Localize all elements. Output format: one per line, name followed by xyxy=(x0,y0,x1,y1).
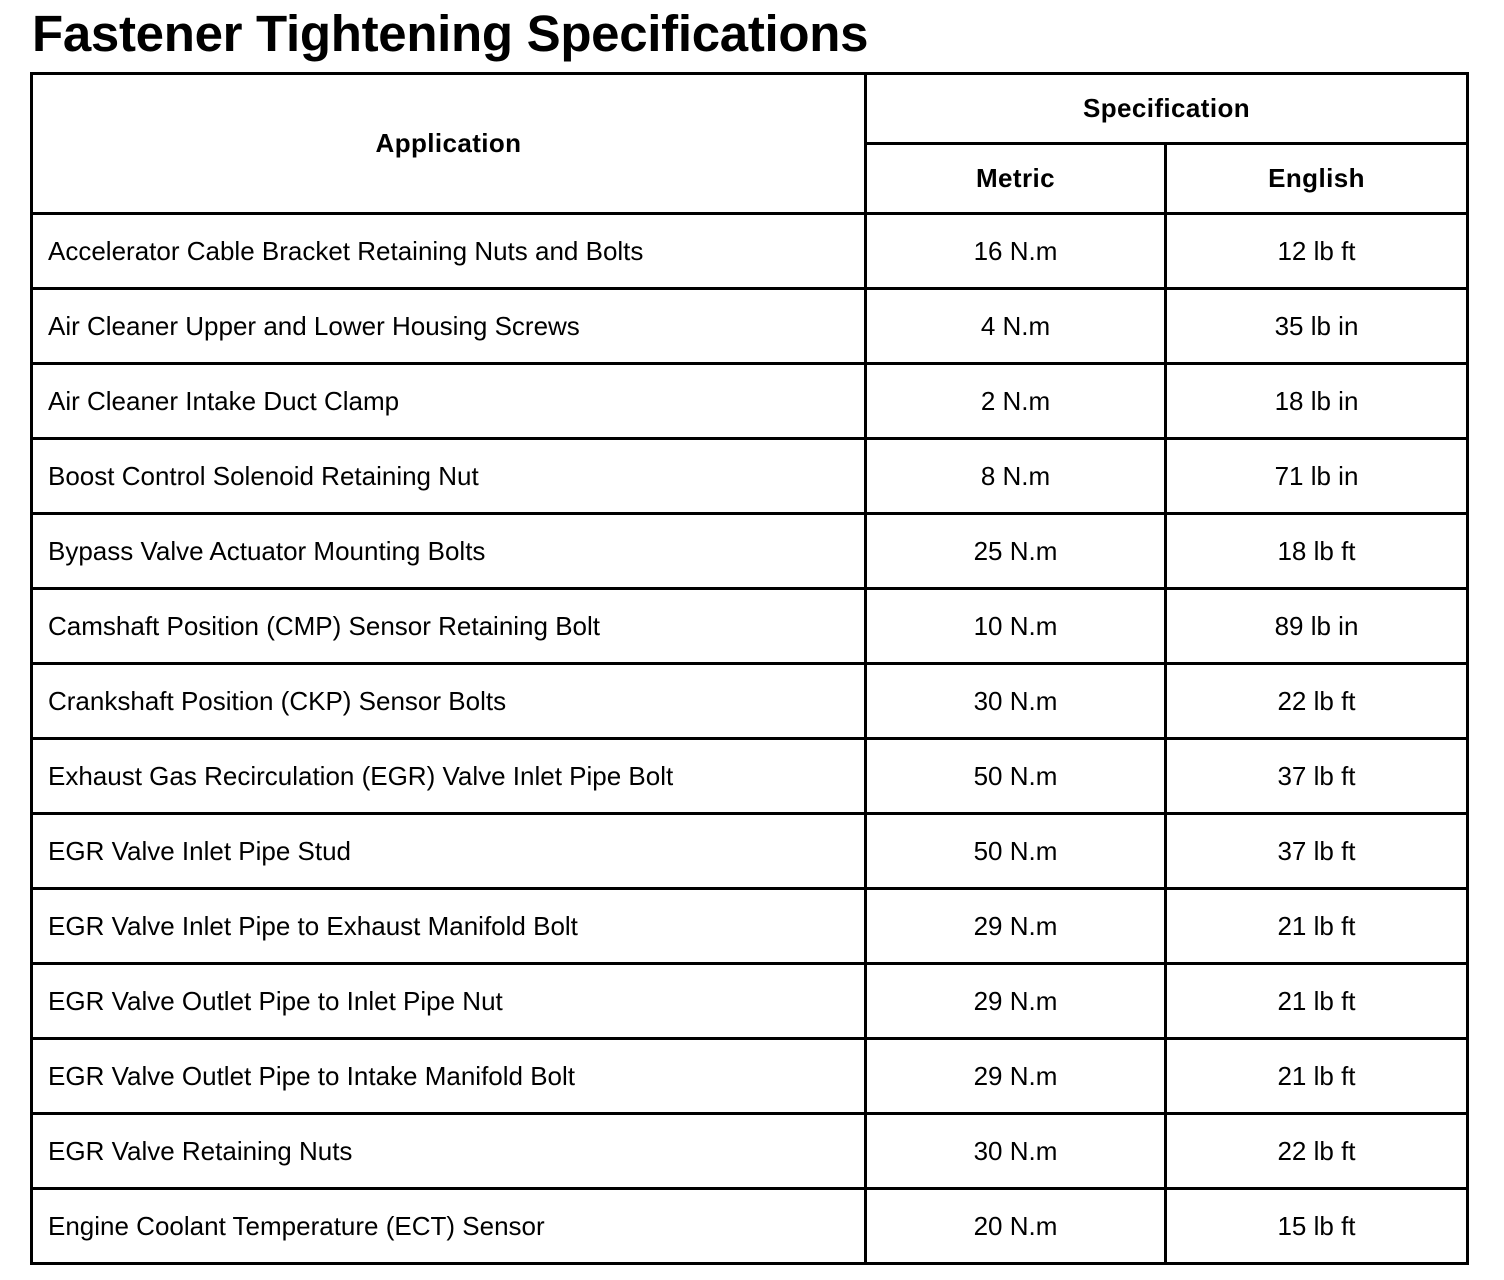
table-row xyxy=(32,514,1468,589)
metric-cell: 4 N.m xyxy=(866,289,1166,364)
application-cell: Accelerator Cable Bracket Retaining Nuts and Bolts xyxy=(32,214,866,289)
metric-cell: 29 N.m xyxy=(866,964,1166,1039)
table-row xyxy=(32,889,1468,964)
table-header xyxy=(32,74,1468,214)
metric-header: Metric xyxy=(866,144,1166,214)
table-row xyxy=(32,589,1468,664)
english-cell: 21 lb ft xyxy=(1166,964,1468,1039)
english-cell: 15 lb ft xyxy=(1166,1189,1468,1264)
table-row xyxy=(32,214,1468,289)
application-cell: Exhaust Gas Recirculation (EGR) Valve Inlet Pipe Bolt xyxy=(32,739,866,814)
page-title: Fastener Tightening Specifications xyxy=(32,5,869,62)
english-cell: 18 lb ft xyxy=(1166,514,1468,589)
application-cell: Air Cleaner Intake Duct Clamp xyxy=(32,364,866,439)
application-cell: EGR Valve Outlet Pipe to Inlet Pipe Nut xyxy=(32,964,866,1039)
metric-cell: 30 N.m xyxy=(866,1114,1166,1189)
table-row xyxy=(32,364,1468,439)
table-row xyxy=(32,439,1468,514)
table-row xyxy=(32,1189,1468,1264)
metric-cell: 8 N.m xyxy=(866,439,1166,514)
english-header: English xyxy=(1166,144,1468,214)
english-cell: 21 lb ft xyxy=(1166,1039,1468,1114)
table-row xyxy=(32,664,1468,739)
metric-cell: 25 N.m xyxy=(866,514,1166,589)
table-row xyxy=(32,1114,1468,1189)
application-cell: Boost Control Solenoid Retaining Nut xyxy=(32,439,866,514)
table-row xyxy=(32,1039,1468,1114)
english-cell: 12 lb ft xyxy=(1166,214,1468,289)
english-cell: 21 lb ft xyxy=(1166,889,1468,964)
header-row-top xyxy=(32,74,1468,144)
metric-cell: 29 N.m xyxy=(866,889,1166,964)
metric-cell: 2 N.m xyxy=(866,364,1166,439)
application-cell: Bypass Valve Actuator Mounting Bolts xyxy=(32,514,866,589)
application-cell: Engine Coolant Temperature (ECT) Sensor xyxy=(32,1189,866,1264)
metric-cell: 50 N.m xyxy=(866,739,1166,814)
english-cell: 37 lb ft xyxy=(1166,739,1468,814)
english-cell: 22 lb ft xyxy=(1166,664,1468,739)
metric-cell: 20 N.m xyxy=(866,1189,1166,1264)
application-cell: Air Cleaner Upper and Lower Housing Screws xyxy=(32,289,866,364)
spec-table xyxy=(30,72,1469,1265)
english-cell: 89 lb in xyxy=(1166,589,1468,664)
application-cell: EGR Valve Inlet Pipe Stud xyxy=(32,814,866,889)
english-cell: 22 lb ft xyxy=(1166,1114,1468,1189)
table-row xyxy=(32,739,1468,814)
application-cell: Crankshaft Position (CKP) Sensor Bolts xyxy=(32,664,866,739)
table-row xyxy=(32,289,1468,364)
english-cell: 37 lb ft xyxy=(1166,814,1468,889)
english-cell: 35 lb in xyxy=(1166,289,1468,364)
english-cell: 71 lb in xyxy=(1166,439,1468,514)
metric-cell: 50 N.m xyxy=(866,814,1166,889)
application-cell: EGR Valve Retaining Nuts xyxy=(32,1114,866,1189)
specification-header: Specification xyxy=(866,74,1468,144)
application-cell: EGR Valve Outlet Pipe to Intake Manifold Bolt xyxy=(32,1039,866,1114)
metric-cell: 16 N.m xyxy=(866,214,1166,289)
application-header: Application xyxy=(32,74,866,214)
table-body xyxy=(32,214,1468,1264)
metric-cell: 30 N.m xyxy=(866,664,1166,739)
english-cell: 18 lb in xyxy=(1166,364,1468,439)
metric-cell: 10 N.m xyxy=(866,589,1166,664)
metric-cell: 29 N.m xyxy=(866,1039,1166,1114)
table-row xyxy=(32,814,1468,889)
application-cell: Camshaft Position (CMP) Sensor Retaining Bolt xyxy=(32,589,866,664)
application-cell: EGR Valve Inlet Pipe to Exhaust Manifold Bolt xyxy=(32,889,866,964)
table-row xyxy=(32,964,1468,1039)
